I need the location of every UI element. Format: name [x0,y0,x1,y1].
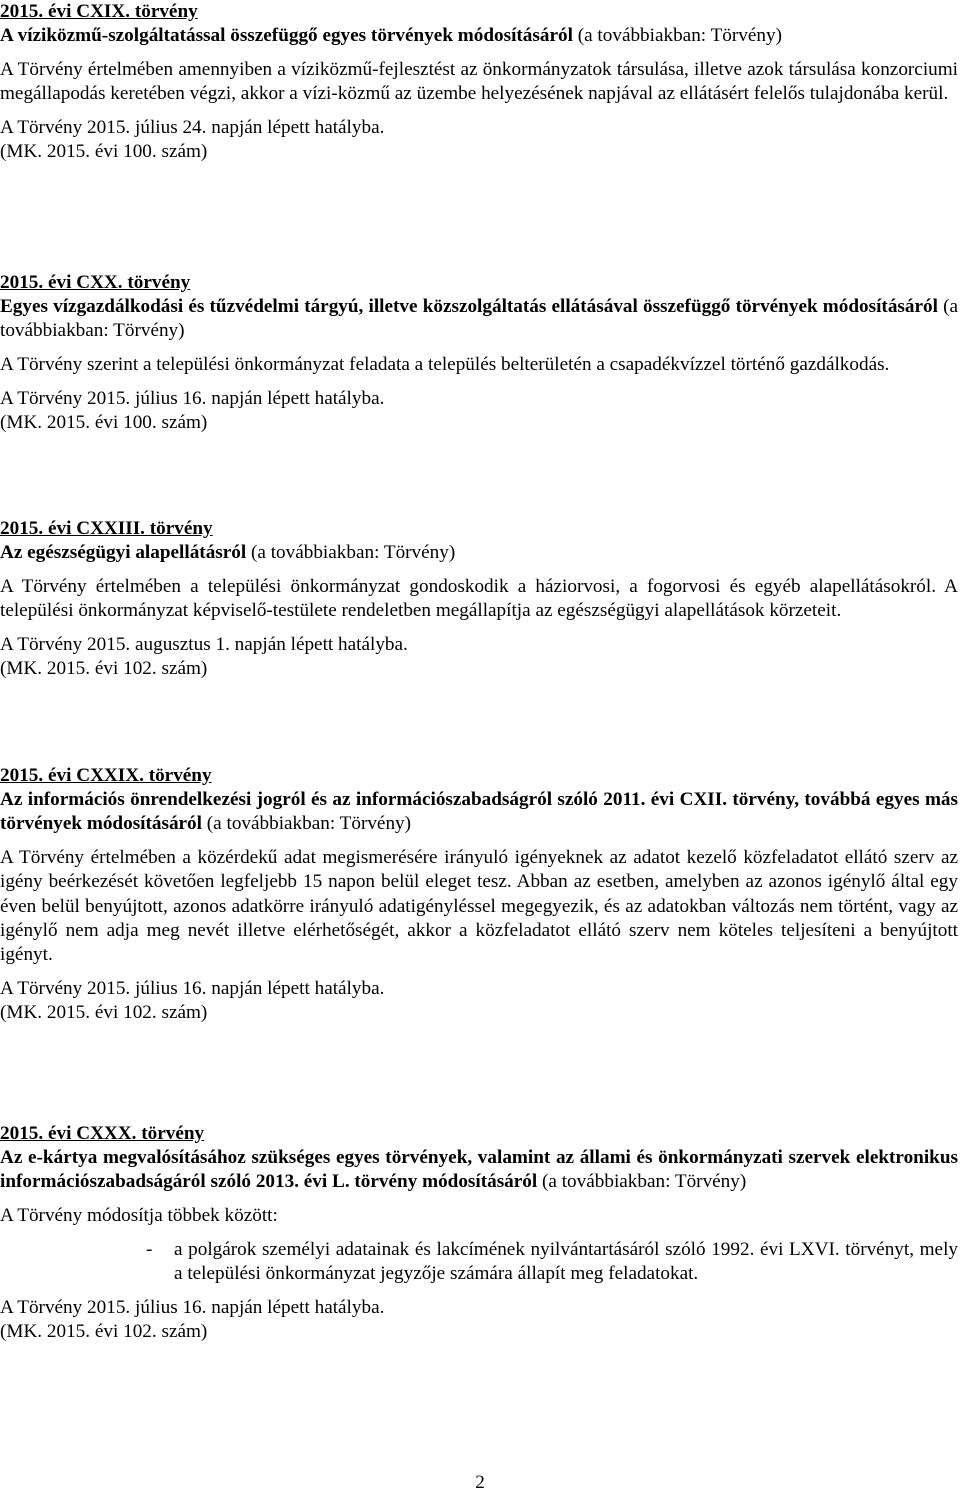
law-title [0,788,958,836]
law-title [0,1146,958,1194]
page-number: 2 [475,1472,485,1493]
law-summary: A Törvény módosítja többek között: [0,1205,278,1227]
law-title-bold: A víziközmű-szolgáltatással összefüggő egyes törvények módosításáról [0,25,573,47]
law-title-bold: Az e-kártya megvalósításához szükséges egyes törvények, valamint az állami és önkormányzati szervek elektronikus információszabadságáról szóló 2013. évi L. törvény módosításáról [0,1147,958,1193]
gazette-reference: (MK. 2015. évi 100. szám) [0,141,208,163]
law-section [0,0,958,164]
law-title-rest: (a továbbiakban: Törvény) [201,813,412,835]
law-title [0,24,958,48]
law-title-bold: Az információs önrendelkezési jogról és az információszabadságról szóló 2011. évi CXII. törvény, továbbá egyes más törvények módosításáról [0,789,958,835]
gazette-reference: (MK. 2015. évi 102. szám) [0,1320,208,1342]
amendment-list [0,1238,958,1286]
law-heading: 2015. évi CXXIII. törvény [0,518,213,539]
law-summary: A Törvény értelmében a közérdekű adat megismerésére irányuló igényeknek az adatot kezelő közfeladatot ellátó szerv az igény beérkezését követően legfeljebb 15 napon belül eleget tesz. Abban az esetben, amelyben az azonos igénylő által egy éven belül benyújtott, azonos adatkörre irányuló adatigényléssel megegyezik, és az adatokban változás nem történt, vagy az igénylő nem adja meg nevét illetve elérhetőségét, akkor a közfeladatot ellátó szerv nem köteles teljesíteni a benyújtott igényt. [0,847,958,965]
law-title-bold: Egyes vízgazdálkodási és tűzvédelmi tárgyú, illetve közszolgáltatás ellátásával összefüggő törvények módosításáról [0,296,938,318]
law-section [0,1122,958,1344]
law-title-rest: (a továbbiakban: Törvény) [0,296,958,342]
effective-date: A Törvény 2015. július 16. napján lépett hatályba. [0,1296,385,1318]
law-summary: A Törvény értelmében amennyiben a víziközmű-fejlesztést az önkormányzatok társulása, illetve azok társulása konzorciumi megállapodás keretében végzi, akkor a vízi-közmű az üzembe helyezésének napjával az ellátásért felelős tulajdonába kerül. [0,58,958,105]
law-summary: A Törvény szerint a települési önkormányzat feladata a település belterületén a csapadékvízzel történő gazdálkodás. [0,354,890,376]
law-section [0,764,958,1025]
gazette-reference: (MK. 2015. évi 100. szám) [0,412,208,434]
law-heading: 2015. évi CXX. törvény [0,272,191,293]
law-title-rest: (a továbbiakban: Törvény) [572,25,782,47]
law-heading: 2015. évi CXXX. törvény [0,1123,205,1144]
list-item-text: a polgárok személyi adatainak és lakcímének nyilvántartásáról szóló 1992. évi LXVI. törvényt, mely a települési önkormányzat jegyzője számára állapít meg feladatokat. [174,1238,958,1285]
law-title [0,295,958,343]
law-summary: A Törvény értelmében a települési önkormányzat gondoskodik a háziorvosi, a fogorvosi és egyéb alapellátásokról. A települési önkormányzat képviselő-testülete rendeletben megállapítja az egészségügyi alapellátások körzeteit. [0,575,958,622]
law-section [0,271,958,435]
effective-date: A Törvény 2015. július 16. napján lépett hatályba. [0,387,385,409]
law-section [0,517,958,681]
law-title-bold: Az egészségügyi alapellátásról [0,542,247,564]
gazette-reference: (MK. 2015. évi 102. szám) [0,1001,208,1023]
effective-date: A Törvény 2015. augusztus 1. napján lépett hatályba. [0,633,408,655]
gazette-reference: (MK. 2015. évi 102. szám) [0,658,208,680]
law-title-rest: (a továbbiakban: Törvény) [537,1171,747,1193]
law-heading: 2015. évi CXIX. törvény [0,1,198,22]
law-title-rest: (a továbbiakban: Törvény) [246,542,456,564]
list-item [0,1238,958,1286]
law-title [0,541,958,565]
effective-date: A Törvény 2015. július 24. napján lépett hatályba. [0,116,385,138]
law-heading: 2015. évi CXXIX. törvény [0,765,212,786]
list-marker: - [146,1238,153,1260]
effective-date: A Törvény 2015. július 16. napján lépett hatályba. [0,977,385,999]
